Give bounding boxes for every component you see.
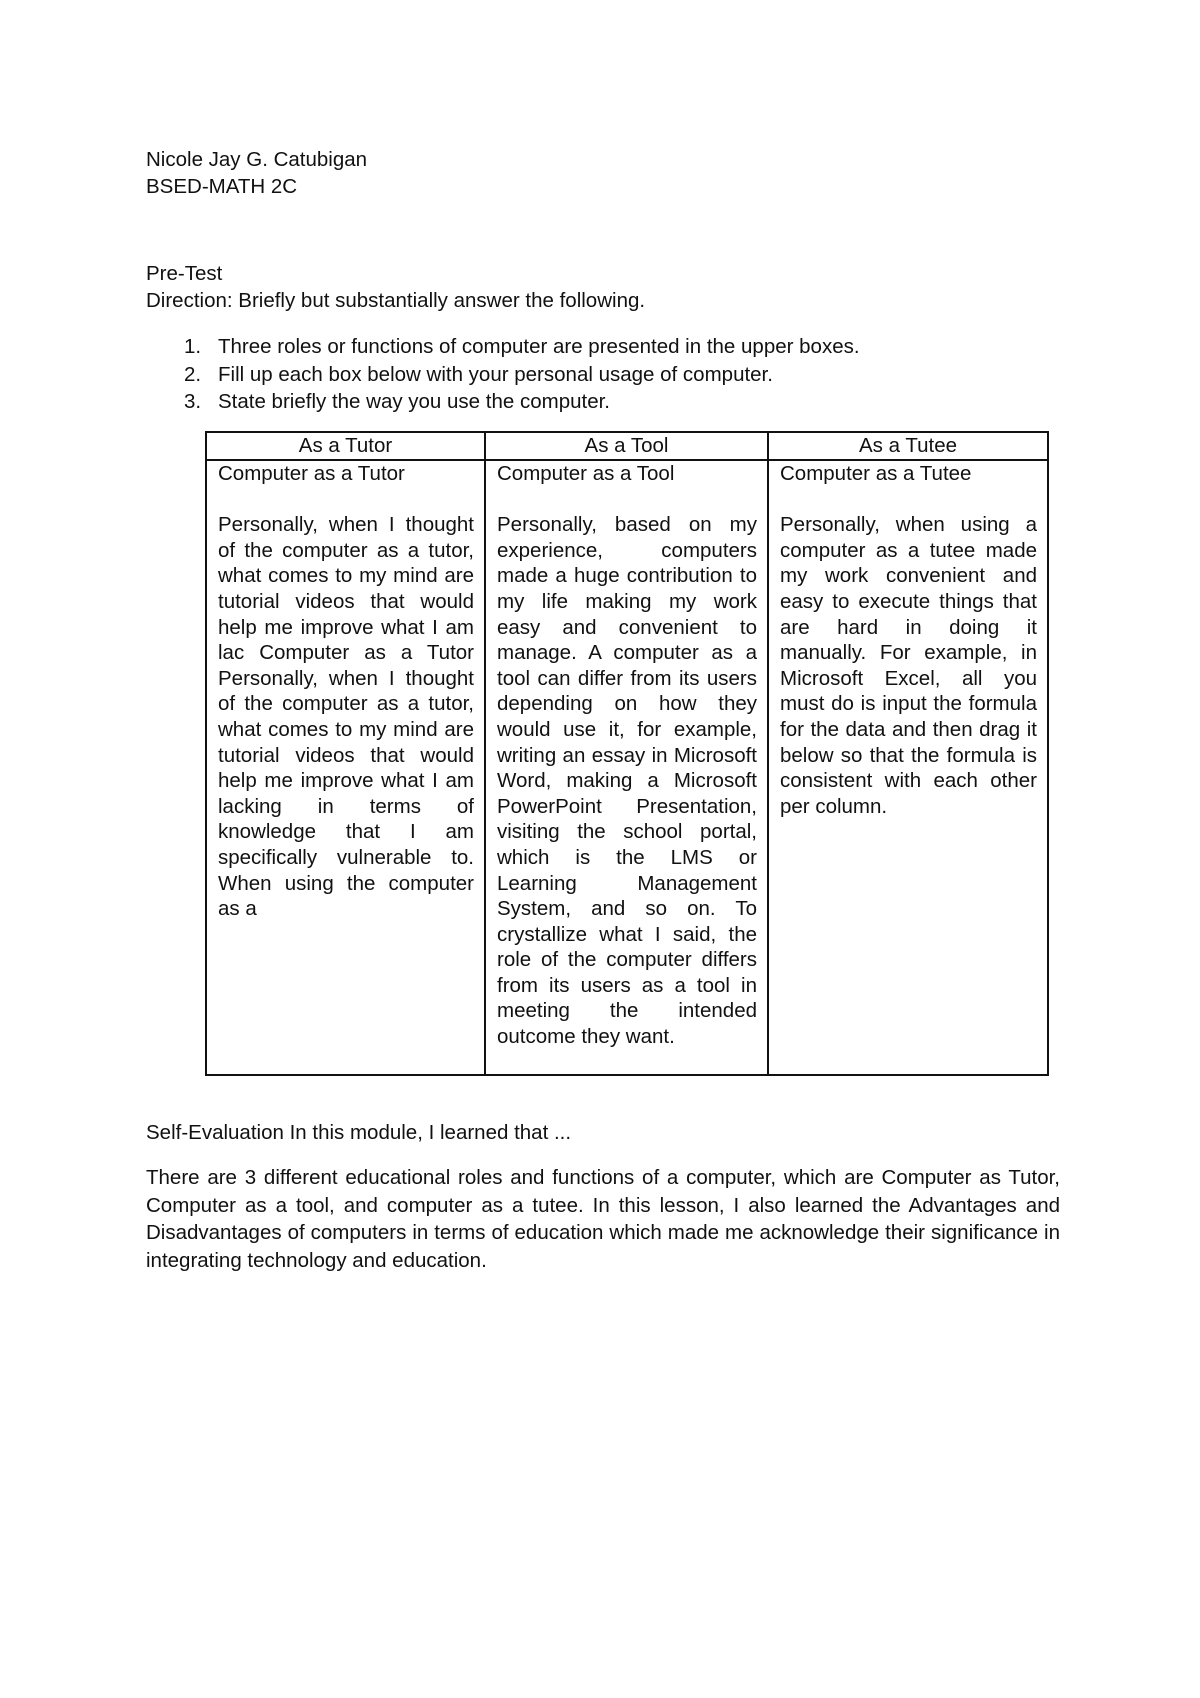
cell-title: Computer as a Tool (497, 462, 675, 485)
cell-body: Personally, when using a computer as a tutee made my work convenient and easy to execute things that are hard in doing it manually. For example, in Microsoft Excel, all you must do is input the formula for the data and then drag it below so that the formula is consistent with each other per column. (780, 513, 1037, 818)
header-as-a-tutee: As a Tutee (768, 432, 1048, 460)
instruction-text: Fill up each box below with your personal usage of computer. (218, 362, 773, 386)
instruction-item (146, 361, 860, 389)
instruction-number: 1. (184, 335, 202, 358)
roles-table-header-row (206, 432, 1048, 460)
student-name: Nicole Jay G. Catubigan (146, 148, 368, 171)
cell-tutor (206, 460, 485, 1075)
header-as-a-tutor: As a Tutor (206, 432, 485, 460)
cell-tool (485, 460, 768, 1075)
header-as-a-tool: As a Tool (485, 432, 768, 460)
instruction-number: 3. (184, 390, 202, 413)
cell-title: Computer as a Tutor (218, 462, 405, 485)
instruction-item (146, 333, 860, 361)
instruction-list (146, 333, 860, 416)
instruction-number: 2. (184, 362, 202, 386)
self-evaluation-prompt: Self-Evaluation In this module, I learned that ... (146, 1121, 572, 1144)
cell-body: Personally, when I thought of the computer as a tutor, what comes to my mind are tutorial videos that would help me improve what I am lac Computer as a Tutor Personally, when I thought of the computer as a tutor, what comes to my mind are tutorial videos that would help me improve what I am lacking in terms of knowledge that I am specifically vulnerable to. When using the computer as a (218, 513, 474, 921)
self-evaluation-text: There are 3 different educational roles and functions of a computer, which are Computer as Tutor, Computer as a tool, and computer as a tutee. In this lesson, I also learned the Advantages and Disadvantages of computers in terms of education which made me acknowledge their significance in integrating technology and education. (146, 1166, 1060, 1272)
student-course: BSED-MATH 2C (146, 175, 298, 198)
cell-tutee (768, 460, 1048, 1075)
cell-title: Computer as a Tutee (780, 462, 972, 485)
roles-table-row (206, 460, 1048, 1075)
instruction-text: Three roles or functions of computer are presented in the upper boxes. (218, 335, 860, 358)
pretest-title: Pre-Test (146, 262, 223, 285)
roles-table (205, 431, 1049, 1076)
instruction-item (146, 388, 860, 416)
pretest-direction: Direction: Briefly but substantially answer the following. (146, 289, 646, 312)
instruction-text: State briefly the way you use the computer. (218, 390, 610, 413)
cell-body: Personally, based on my experience, computers made a huge contribution to my life making my work easy and convenient to manage. A computer as a tool can differ from its users depending on how they would use it, for example, writing an essay in Microsoft Word, making a Microsoft PowerPoint Presentation, visiting the school portal, which is the LMS or Learning Management System, and so on. To crystallize what I said, the role of the computer differs from its users as a tool in meeting the intended outcome they want. (497, 513, 757, 1049)
